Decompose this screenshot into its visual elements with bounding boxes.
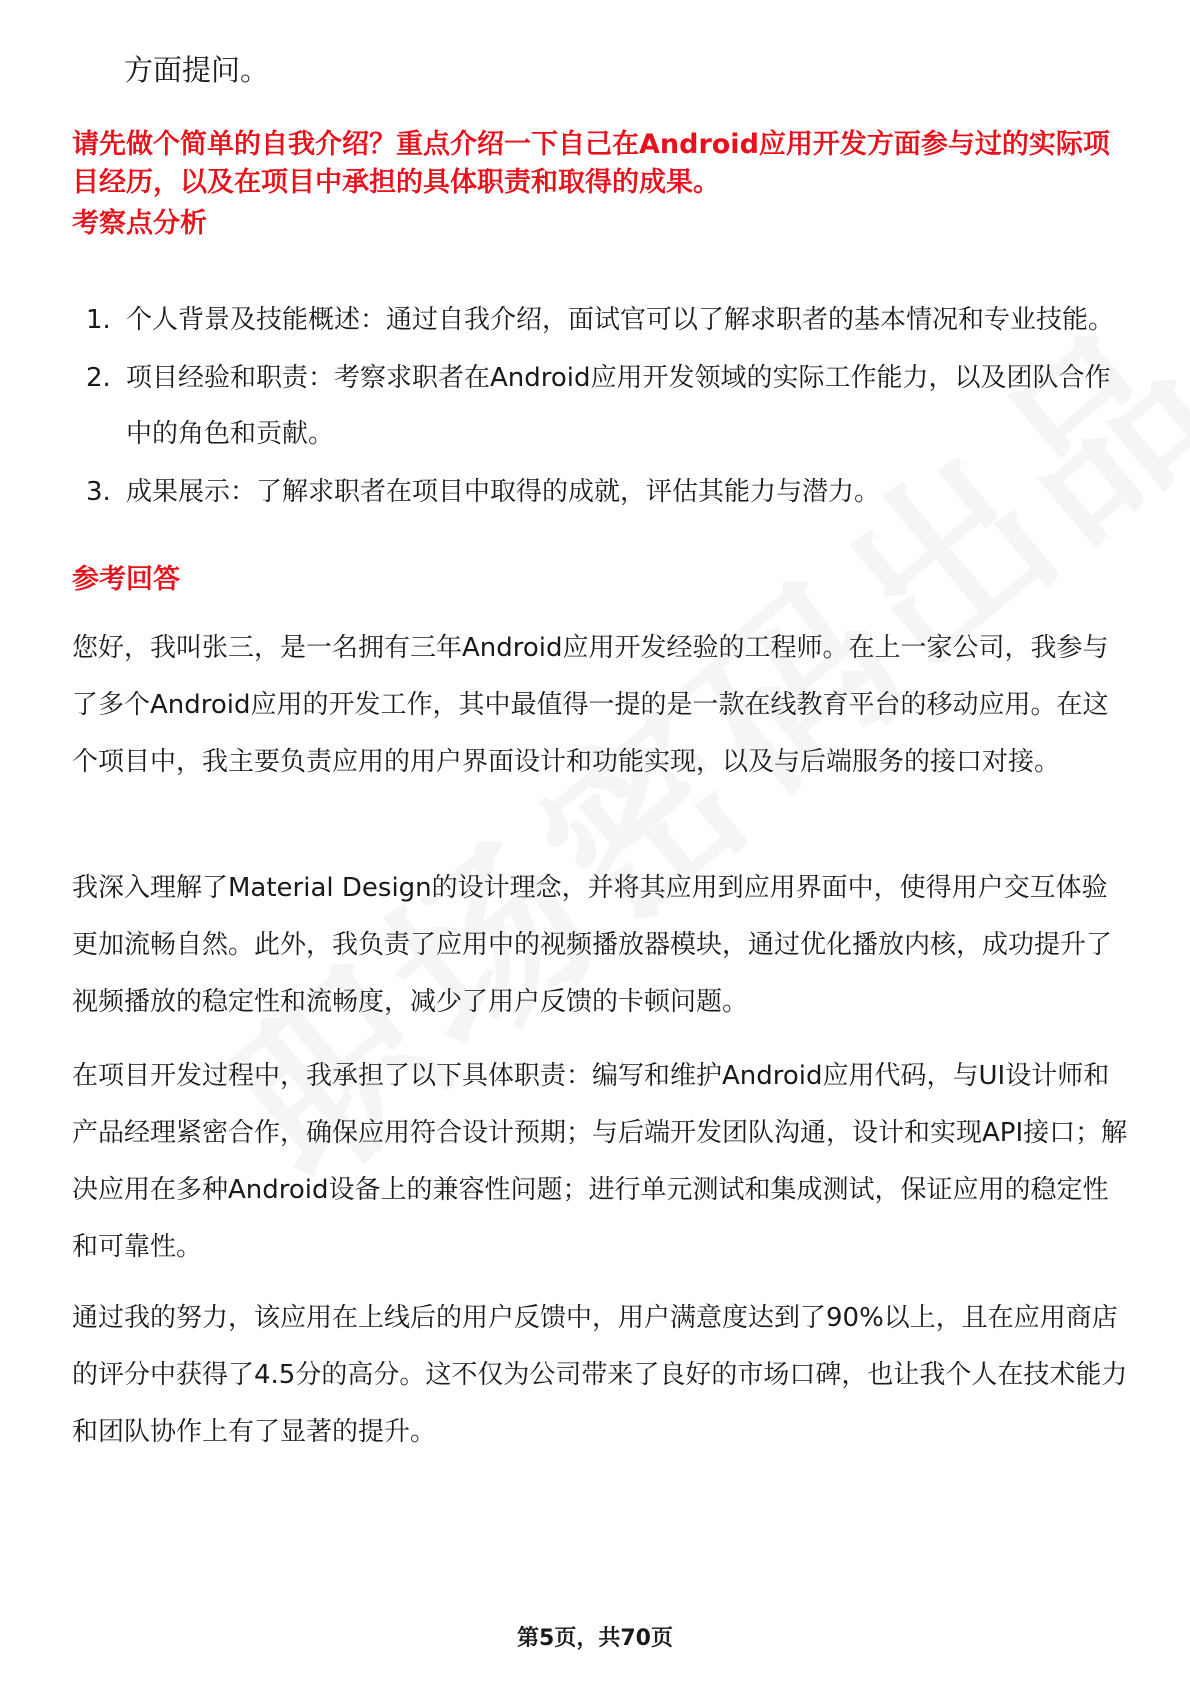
answer-paragraph: 我深入理解了Material Design的设计理念，并将其应用到应用界面中，使得用户交互体验更加流畅自然。此外，我负责了应用中的视频播放器模块，通过优化播放内核，成功提升了视频播放的稳定性和流畅度，减少了用户反馈的卡顿问题。	[72, 873, 1113, 1017]
list-item	[72, 350, 1132, 462]
list-item-text: 个人背景及技能概述：通过自我介绍，面试官可以了解求职者的基本情况和专业技能。	[126, 305, 1115, 335]
analysis-list	[72, 292, 1132, 522]
answer-paragraph: 您好，我叫张三，是一名拥有三年Android应用开发经验的工程师。在上一家公司，我参与了多个Android应用的开发工作，其中最值得一提的是一款在线教育平台的移动应用。在这个项目中，我主要负责应用的用户界面设计和功能实现，以及与后端服务的接口对接。	[72, 633, 1109, 777]
answer-paragraph: 在项目开发过程中，我承担了以下具体职责：编写和维护Android应用代码，与UI设计师和产品经理紧密合作，确保应用符合设计预期；与后端开发团队沟通，设计和实现API接口；解决应用在多种Android设备上的兼容性问题；进行单元测试和集成测试，保证应用的稳定性和可靠性。	[72, 1061, 1128, 1262]
page-number-footer: 第5页，共70页	[517, 1626, 673, 1651]
list-item-text: 项目经验和职责：考察求职者在Android应用开发领域的实际工作能力，以及团队合作中的角色和贡献。	[126, 363, 1111, 449]
continuation-text: 方面提问。	[124, 53, 270, 87]
answer-paragraph-3-block	[72, 1048, 1132, 1276]
interview-question: 请先做个简单的自我介绍？重点介绍一下自己在Android应用开发方面参与过的实际项目经历，以及在项目中承担的具体职责和取得的成果。	[72, 129, 1110, 198]
answer-heading: 参考回答	[72, 564, 180, 595]
answer-paragraph-1-block	[72, 620, 1132, 791]
list-item-text: 成果展示：了解求职者在项目中取得的成就，评估其能力与潜力。	[126, 477, 881, 507]
answer-paragraph-2-block	[72, 860, 1132, 1031]
list-item-number: 1.	[86, 305, 111, 335]
list-item-number: 3.	[86, 477, 111, 507]
list-item	[72, 464, 1132, 520]
answer-paragraph-4-block	[72, 1290, 1132, 1461]
list-item-number: 2.	[86, 363, 111, 393]
answer-paragraph: 通过我的努力，该应用在上线后的用户反馈中，用户满意度达到了90%以上，且在应用商店的评分中获得了4.5分的高分。这不仅为公司带来了良好的市场口碑，也让我个人在技术能力和团队协作上有了显著的提升。	[72, 1303, 1128, 1447]
list-item	[72, 292, 1132, 348]
analysis-heading: 考察点分析	[72, 208, 207, 239]
